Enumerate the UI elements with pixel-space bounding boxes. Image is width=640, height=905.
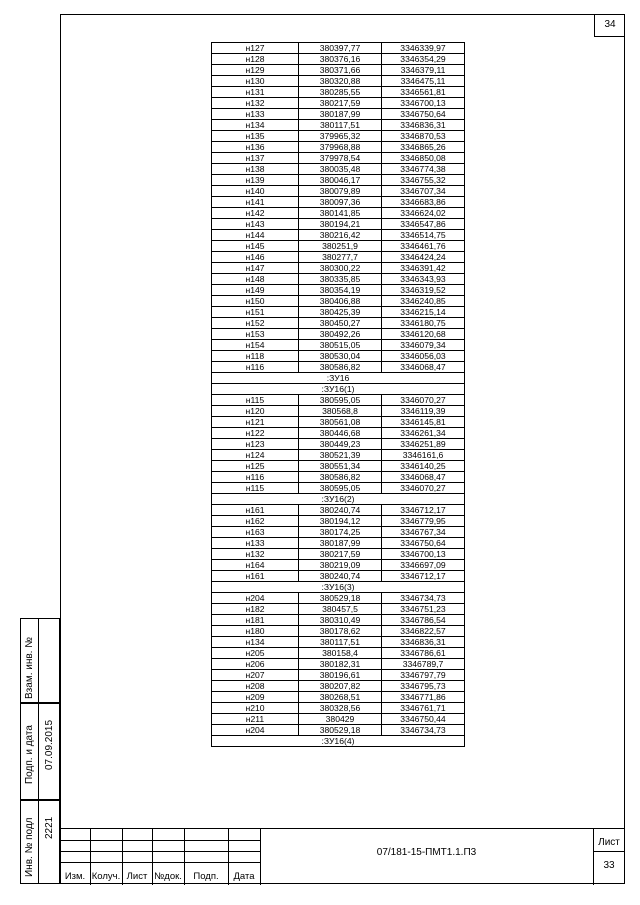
- coord-y: 3346215,14: [382, 307, 465, 318]
- table-row: [212, 186, 465, 197]
- coord-y: 3346700,13: [382, 98, 465, 109]
- table-row: [212, 516, 465, 527]
- point-name: н118: [212, 351, 299, 362]
- coord-x: 380320,88: [299, 76, 382, 87]
- point-name: н140: [212, 186, 299, 197]
- point-name: н141: [212, 197, 299, 208]
- point-name: н152: [212, 318, 299, 329]
- table-row: [212, 274, 465, 285]
- point-name: н120: [212, 406, 299, 417]
- table-row: [212, 648, 465, 659]
- section-label: :ЗУ16(3): [212, 582, 465, 593]
- table-row: [212, 714, 465, 725]
- point-name: н122: [212, 428, 299, 439]
- table-row: [212, 54, 465, 65]
- coord-y: 3346734,73: [382, 725, 465, 736]
- coord-y: 3346475,11: [382, 76, 465, 87]
- point-name: н180: [212, 626, 299, 637]
- coord-x: 380457,5: [299, 604, 382, 615]
- table-row: [212, 76, 465, 87]
- coord-x: 380310,49: [299, 615, 382, 626]
- table-row: [212, 175, 465, 186]
- point-name: н115: [212, 483, 299, 494]
- coord-y: 3346068,47: [382, 362, 465, 373]
- coord-x: 380194,21: [299, 219, 382, 230]
- table-row: [212, 120, 465, 131]
- table-row: [212, 505, 465, 516]
- coord-y: 3346795,73: [382, 681, 465, 692]
- coord-x: 380035,48: [299, 164, 382, 175]
- coord-y: 3346712,17: [382, 571, 465, 582]
- coord-x: 380446,68: [299, 428, 382, 439]
- coord-x: 380376,16: [299, 54, 382, 65]
- table-row: [212, 549, 465, 560]
- coord-y: 3346547,86: [382, 219, 465, 230]
- point-name: н211: [212, 714, 299, 725]
- coord-x: 380268,51: [299, 692, 382, 703]
- point-name: н138: [212, 164, 299, 175]
- point-name: н206: [212, 659, 299, 670]
- point-name: н116: [212, 362, 299, 373]
- coord-x: 380429: [299, 714, 382, 725]
- vzam-block: [20, 618, 60, 703]
- table-row: [212, 450, 465, 461]
- point-name: н121: [212, 417, 299, 428]
- table-row: [212, 593, 465, 604]
- coord-x: 380240,74: [299, 505, 382, 516]
- coord-x: 380492,26: [299, 329, 382, 340]
- coord-x: 380300,22: [299, 263, 382, 274]
- coord-y: 3346700,13: [382, 549, 465, 560]
- coord-x: 380217,59: [299, 549, 382, 560]
- coord-y: 3346750,64: [382, 109, 465, 120]
- coord-y: 3346354,29: [382, 54, 465, 65]
- inv-value: 2221: [44, 816, 55, 839]
- coord-y: 3346836,31: [382, 637, 465, 648]
- coord-x: 380335,85: [299, 274, 382, 285]
- table-row: [212, 615, 465, 626]
- table-row: [212, 538, 465, 549]
- table-row: [212, 659, 465, 670]
- point-name: н132: [212, 98, 299, 109]
- table-row: [212, 142, 465, 153]
- point-name: н204: [212, 593, 299, 604]
- point-name: н146: [212, 252, 299, 263]
- table-row: [212, 406, 465, 417]
- coord-x: 380397,77: [299, 43, 382, 54]
- table-row: [212, 362, 465, 373]
- coord-y: 3346786,61: [382, 648, 465, 659]
- coord-x: 380529,18: [299, 593, 382, 604]
- coord-x: 380079,89: [299, 186, 382, 197]
- coord-x: 379965,32: [299, 131, 382, 142]
- coord-y: 3346120,68: [382, 329, 465, 340]
- coord-x: 380354,19: [299, 285, 382, 296]
- section-header-row: [212, 494, 465, 505]
- coord-x: 380178,62: [299, 626, 382, 637]
- coord-x: 380217,59: [299, 98, 382, 109]
- point-name: н135: [212, 131, 299, 142]
- coord-y: 3346761,71: [382, 703, 465, 714]
- point-name: н182: [212, 604, 299, 615]
- coord-y: 3346683,86: [382, 197, 465, 208]
- point-name: н208: [212, 681, 299, 692]
- point-name: н154: [212, 340, 299, 351]
- coord-y: 3346771,86: [382, 692, 465, 703]
- table-row: [212, 439, 465, 450]
- point-name: н148: [212, 274, 299, 285]
- table-row: [212, 208, 465, 219]
- point-name: н161: [212, 571, 299, 582]
- coord-y: 3346865,26: [382, 142, 465, 153]
- coord-x: 380551,34: [299, 461, 382, 472]
- point-name: н205: [212, 648, 299, 659]
- table-row: [212, 417, 465, 428]
- table-row: [212, 637, 465, 648]
- title-block: [60, 828, 625, 884]
- point-name: н162: [212, 516, 299, 527]
- coord-y: 3346161,6: [382, 450, 465, 461]
- coord-y: 3346561,81: [382, 87, 465, 98]
- coord-x: 380216,42: [299, 230, 382, 241]
- coord-y: 3346755,32: [382, 175, 465, 186]
- table-row: [212, 604, 465, 615]
- table-row: [212, 351, 465, 362]
- col-ndok: №док.: [154, 871, 182, 882]
- coord-y: 3346056,03: [382, 351, 465, 362]
- vzam-label: Взам. инв. №: [24, 637, 35, 699]
- coord-y: 3346779,95: [382, 516, 465, 527]
- point-name: н210: [212, 703, 299, 714]
- coord-y: 3346751,23: [382, 604, 465, 615]
- coord-y: 3346461,76: [382, 241, 465, 252]
- table-row: [212, 263, 465, 274]
- point-name: н144: [212, 230, 299, 241]
- point-name: н145: [212, 241, 299, 252]
- coord-y: 3346514,75: [382, 230, 465, 241]
- table-row: [212, 307, 465, 318]
- point-name: н207: [212, 670, 299, 681]
- coord-y: 3346712,17: [382, 505, 465, 516]
- coord-x: 380515,05: [299, 340, 382, 351]
- table-row: [212, 692, 465, 703]
- coord-y: 3346180,75: [382, 318, 465, 329]
- table-row: [212, 230, 465, 241]
- point-name: н134: [212, 120, 299, 131]
- table-row: [212, 153, 465, 164]
- table-row: [212, 483, 465, 494]
- table-row: [212, 560, 465, 571]
- table-row: [212, 395, 465, 406]
- coord-x: 380194,12: [299, 516, 382, 527]
- table-row: [212, 131, 465, 142]
- coord-y: 3346870,53: [382, 131, 465, 142]
- point-name: н129: [212, 65, 299, 76]
- coord-x: 380117,51: [299, 637, 382, 648]
- coord-y: 3346734,73: [382, 593, 465, 604]
- coord-y: 3346319,52: [382, 285, 465, 296]
- sheet-number: 33: [603, 860, 615, 871]
- point-name: н137: [212, 153, 299, 164]
- coord-y: 3346070,27: [382, 395, 465, 406]
- table-row: [212, 296, 465, 307]
- table-row: [212, 681, 465, 692]
- point-name: н143: [212, 219, 299, 230]
- point-name: н139: [212, 175, 299, 186]
- coord-y: 3346240,85: [382, 296, 465, 307]
- table-row: [212, 461, 465, 472]
- coord-x: 380521,39: [299, 450, 382, 461]
- table-row: [212, 87, 465, 98]
- coord-x: 380425,39: [299, 307, 382, 318]
- coord-x: 380117,51: [299, 120, 382, 131]
- coord-x: 380097,36: [299, 197, 382, 208]
- section-label: :ЗУ16: [212, 373, 465, 384]
- point-name: н130: [212, 76, 299, 87]
- point-name: н133: [212, 538, 299, 549]
- coord-x: 380586,82: [299, 362, 382, 373]
- coord-x: 380586,82: [299, 472, 382, 483]
- coord-y: 3346786,54: [382, 615, 465, 626]
- coord-y: 3346140,25: [382, 461, 465, 472]
- coord-x: 380595,05: [299, 395, 382, 406]
- coord-y: 3346750,64: [382, 538, 465, 549]
- point-name: н153: [212, 329, 299, 340]
- coord-x: 380182,31: [299, 659, 382, 670]
- point-name: н161: [212, 505, 299, 516]
- table-row: [212, 252, 465, 263]
- coord-y: 3346119,39: [382, 406, 465, 417]
- table-row: [212, 329, 465, 340]
- section-label: :ЗУ16(1): [212, 384, 465, 395]
- coordinates-table: [211, 42, 465, 747]
- coord-x: 380219,09: [299, 560, 382, 571]
- table-row: [212, 109, 465, 120]
- coord-x: 380561,08: [299, 417, 382, 428]
- section-header-row: [212, 582, 465, 593]
- coord-x: 380174,25: [299, 527, 382, 538]
- point-name: н136: [212, 142, 299, 153]
- coord-x: 380449,23: [299, 439, 382, 450]
- section-header-row: [212, 736, 465, 747]
- table-row: [212, 318, 465, 329]
- table-row: [212, 703, 465, 714]
- coord-x: 380187,99: [299, 538, 382, 549]
- table-row: [212, 241, 465, 252]
- inv-block: [20, 800, 60, 884]
- coord-y: 3346379,11: [382, 65, 465, 76]
- table-row: [212, 43, 465, 54]
- point-name: н131: [212, 87, 299, 98]
- point-name: н204: [212, 725, 299, 736]
- coord-y: 3346707,34: [382, 186, 465, 197]
- table-row: [212, 527, 465, 538]
- coord-x: 380251,9: [299, 241, 382, 252]
- coord-x: 380328,56: [299, 703, 382, 714]
- podp-label: Подп. и дата: [24, 725, 35, 784]
- point-name: н142: [212, 208, 299, 219]
- coord-x: 380277,7: [299, 252, 382, 263]
- coord-y: 3346750,44: [382, 714, 465, 725]
- col-data: Дата: [233, 871, 255, 882]
- section-label: :ЗУ16(4): [212, 736, 465, 747]
- coord-y: 3346070,27: [382, 483, 465, 494]
- coord-x: 380530,04: [299, 351, 382, 362]
- coord-x: 379978,54: [299, 153, 382, 164]
- point-name: н132: [212, 549, 299, 560]
- table-row: [212, 98, 465, 109]
- col-kolich: Колуч.: [91, 871, 121, 882]
- coord-x: 380196,61: [299, 670, 382, 681]
- coord-y: 3346261,34: [382, 428, 465, 439]
- coord-x: 380406,88: [299, 296, 382, 307]
- point-name: н150: [212, 296, 299, 307]
- coord-y: 3346145,81: [382, 417, 465, 428]
- coord-y: 3346774,38: [382, 164, 465, 175]
- coord-y: 3346836,31: [382, 120, 465, 131]
- coord-y: 3346251,89: [382, 439, 465, 450]
- point-name: н149: [212, 285, 299, 296]
- col-podp: Подп.: [193, 871, 219, 882]
- table-row: [212, 670, 465, 681]
- table-row: [212, 626, 465, 637]
- table-row: [212, 472, 465, 483]
- coord-x: 380240,74: [299, 571, 382, 582]
- point-name: н115: [212, 395, 299, 406]
- point-name: н151: [212, 307, 299, 318]
- table-row: [212, 725, 465, 736]
- point-name: н164: [212, 560, 299, 571]
- coord-y: 3346850,08: [382, 153, 465, 164]
- coord-y: 3346767,34: [382, 527, 465, 538]
- podp-date: 07.09.2015: [44, 719, 55, 770]
- point-name: н127: [212, 43, 299, 54]
- point-name: н116: [212, 472, 299, 483]
- coord-x: 380529,18: [299, 725, 382, 736]
- coord-x: 380187,99: [299, 109, 382, 120]
- section-label: :ЗУ16(2): [212, 494, 465, 505]
- coord-y: 3346697,09: [382, 560, 465, 571]
- coord-x: 380285,55: [299, 87, 382, 98]
- coord-x: 380568,8: [299, 406, 382, 417]
- coord-y: 3346797,79: [382, 670, 465, 681]
- coord-y: 3346624,02: [382, 208, 465, 219]
- point-name: н128: [212, 54, 299, 65]
- coord-x: 379968,88: [299, 142, 382, 153]
- point-name: н181: [212, 615, 299, 626]
- sheet-label: Лист: [598, 837, 620, 848]
- coord-x: 380207,82: [299, 681, 382, 692]
- coord-x: 380046,17: [299, 175, 382, 186]
- point-name: н124: [212, 450, 299, 461]
- coord-y: 3346391,42: [382, 263, 465, 274]
- col-list: Лист: [126, 871, 148, 882]
- document-code: 07/181-15-ПМТ1.1.П3: [376, 847, 477, 858]
- table-row: [212, 571, 465, 582]
- coord-x: 380158,4: [299, 648, 382, 659]
- point-name: н123: [212, 439, 299, 450]
- page-number: 34: [594, 14, 625, 37]
- coord-x: 380595,05: [299, 483, 382, 494]
- coord-y: 3346079,34: [382, 340, 465, 351]
- col-izm: Изм.: [64, 871, 86, 882]
- coord-y: 3346822,57: [382, 626, 465, 637]
- coord-x: 380141,85: [299, 208, 382, 219]
- section-header-row: [212, 384, 465, 395]
- podp-block: [20, 703, 60, 800]
- table-row: [212, 164, 465, 175]
- coord-y: 3346424,24: [382, 252, 465, 263]
- point-name: н209: [212, 692, 299, 703]
- point-name: н163: [212, 527, 299, 538]
- table-row: [212, 285, 465, 296]
- table-row: [212, 65, 465, 76]
- coord-y: 3346339,97: [382, 43, 465, 54]
- table-row: [212, 219, 465, 230]
- coord-y: 3346068,47: [382, 472, 465, 483]
- section-header-row: [212, 373, 465, 384]
- table-row: [212, 197, 465, 208]
- coord-x: 380371,66: [299, 65, 382, 76]
- point-name: н147: [212, 263, 299, 274]
- coord-y: 3346343,93: [382, 274, 465, 285]
- inv-label: Инв. № подл: [24, 817, 35, 877]
- coord-y: 3346789,7: [382, 659, 465, 670]
- coord-x: 380450,27: [299, 318, 382, 329]
- point-name: н134: [212, 637, 299, 648]
- point-name: н125: [212, 461, 299, 472]
- point-name: н133: [212, 109, 299, 120]
- table-row: [212, 428, 465, 439]
- table-row: [212, 340, 465, 351]
